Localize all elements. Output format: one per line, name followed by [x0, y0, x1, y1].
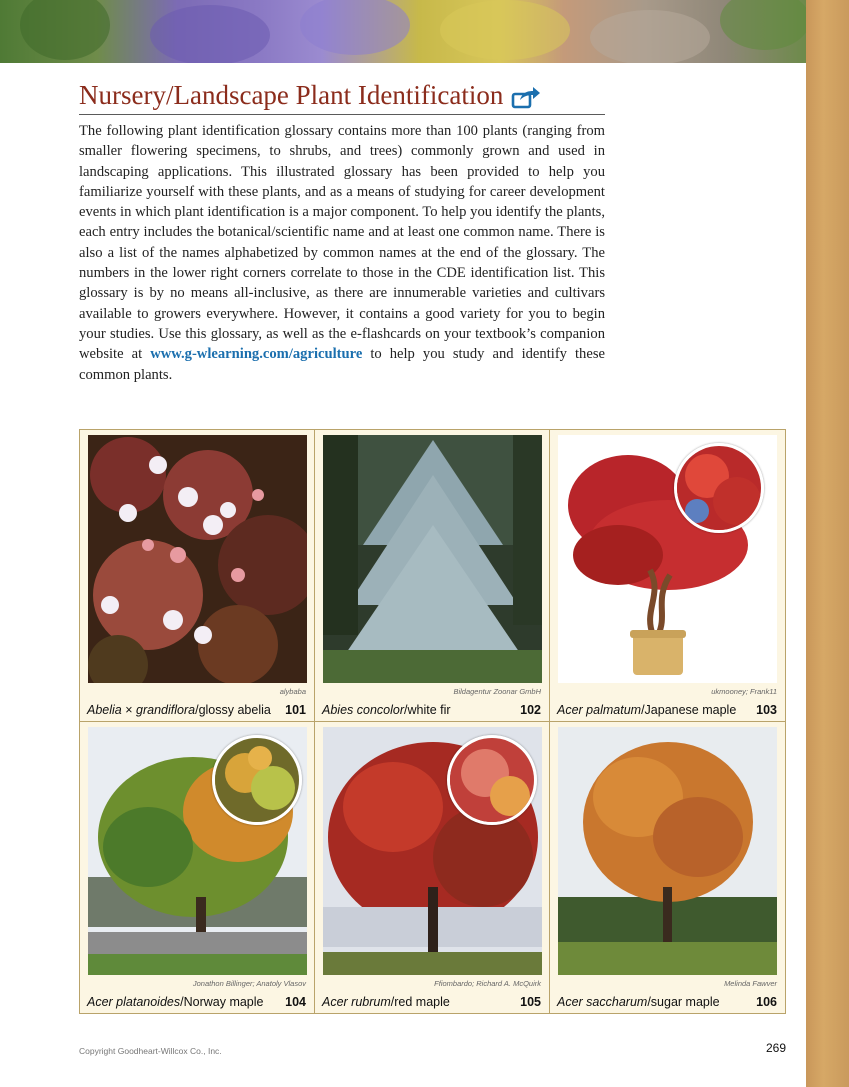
common-name: /sugar maple	[647, 995, 720, 1009]
common-name: /glossy abelia	[195, 703, 271, 717]
botanical-name: Acer palmatum	[557, 703, 642, 717]
plant-entry-101	[80, 430, 315, 722]
plant-caption	[557, 703, 777, 717]
botanical-name: Abies concolor	[322, 703, 404, 717]
plant-entry-106	[550, 722, 785, 1014]
plant-caption	[322, 703, 541, 717]
page-edge-tab	[806, 0, 849, 1087]
hybrid-sign: ×	[125, 703, 133, 717]
botanical-name-epithet: grandiflora	[132, 703, 196, 717]
plant-name	[322, 703, 451, 717]
common-name: /red maple	[390, 995, 450, 1009]
red-maple-leaf-inset	[447, 735, 537, 825]
share-arrow-icon[interactable]	[511, 85, 541, 111]
botanical-name: Abelia	[87, 703, 126, 717]
plant-entry-104	[80, 722, 315, 1014]
japanese-maple-leaf-inset	[674, 443, 764, 533]
botanical-name: Acer platanoides	[87, 995, 181, 1009]
plant-name	[557, 703, 736, 717]
companion-website-link[interactable]: www.g-wlearning.com/agriculture	[150, 346, 363, 363]
page-title-text: Nursery/Landscape Plant Identification	[79, 80, 504, 110]
page-number: 269	[765, 1041, 786, 1055]
page-title	[79, 76, 605, 115]
plant-entry-105	[315, 722, 550, 1014]
sugar-maple-photo	[558, 727, 777, 975]
cde-number: 103	[756, 703, 777, 717]
botanical-name: Acer saccharum	[557, 995, 648, 1009]
cde-number: 106	[756, 995, 777, 1009]
cde-number: 104	[285, 995, 306, 1009]
plant-caption	[557, 995, 777, 1009]
photo-credit: Bildagentur Zoonar GmbH	[453, 687, 541, 696]
header-banner-photo	[0, 0, 806, 63]
photo-credit: ukmooney; Frank11	[711, 687, 777, 696]
photo-credit: Ffiombardo; Richard A. McQuirk	[434, 979, 541, 988]
photo-credit: alybaba	[279, 687, 306, 696]
cde-number: 102	[520, 703, 541, 717]
plant-name	[87, 703, 271, 717]
plant-caption	[87, 995, 306, 1009]
plant-name	[87, 995, 264, 1009]
cde-number: 105	[520, 995, 541, 1009]
common-name: /Norway maple	[180, 995, 264, 1009]
white-fir-photo	[323, 435, 542, 683]
plant-caption	[322, 995, 541, 1009]
norway-maple-leaf-inset	[212, 735, 302, 825]
intro-text-end: to help you study and identify these common plants.	[79, 346, 605, 383]
photo-credit: Melinda Fawver	[724, 979, 777, 988]
plant-caption	[87, 703, 306, 717]
plant-glossary-grid	[79, 429, 786, 1014]
plant-entry-102	[315, 430, 550, 722]
common-name: /white fir	[404, 703, 451, 717]
common-name: /Japanese maple	[641, 703, 737, 717]
botanical-name: Acer rubrum	[322, 995, 391, 1009]
copyright-notice: Copyright Goodheart-Willcox Co., Inc.	[79, 1046, 222, 1056]
plant-entry-103	[550, 430, 785, 722]
cde-number: 101	[285, 703, 306, 717]
plant-name	[322, 995, 450, 1009]
intro-text: The following plant identification glossary contains more than 100 plants (ranging from smaller flowering specimens, to shrubs, and trees) commonly grown and used in landscaping applications. This illustrated glossary has been provided to help you familiarize yourself with these plants, and as a means of studying for career development events in which plant identification is a major component. To help you identify the plants, each entry includes the botanical/scientific name and at least one common name. There is also a list of the names alphabetized by common names at the end of the glossary. The numbers in the lower right corners correlate to those in the CDE identification list. This glossary is by no means all-inclusive, as there are innumerable varieties and cultivars available to growers everywhere. However, it contains a good variety for you to begin your studies. Use this glossary, as well as the e-flashcards on your textbook’s companion website at	[79, 123, 605, 363]
photo-credit: Jonathon Billinger; Anatoly Vlasov	[192, 979, 306, 988]
abelia-photo	[88, 435, 307, 683]
intro-paragraph	[79, 121, 605, 385]
plant-name	[557, 995, 720, 1009]
